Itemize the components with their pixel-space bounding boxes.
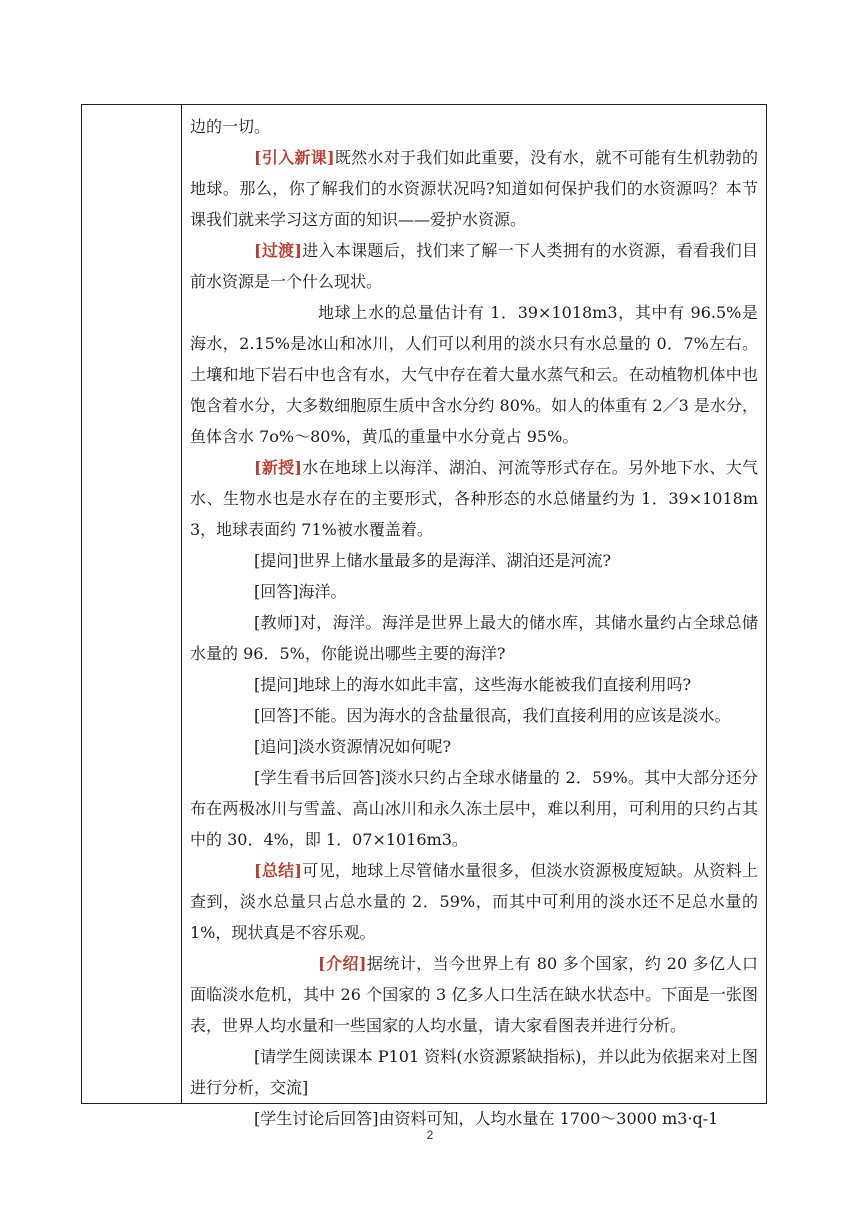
section-tag: [过渡] bbox=[254, 241, 302, 260]
paragraph-introduce: [介绍]据统计，当今世界上有 80 多个国家，约 20 多亿人口面临淡水危机，其中 26 个国家的 3 亿多人口生活在缺水状态中。下面是一张图表，世界人均水量和一些国家的人均水量，请大家看图表并进行分析。 bbox=[190, 954, 758, 1035]
paragraph-water-total: 地球上水的总量估计有 1．39×1018m3，其中有 96.5%是海水，2.15%是冰山和冰川，人们可以利用的淡水只有水总量的 0．7%左右。土壤和地下岩石中也含有水，大气中存在着大量水蒸气和云。在动植物机体中也饱含着水分，大多数细胞原生质中含水分约 80%。如人的体重有 2／3 是水分，鱼体含水 7o%～80%，黄瓜的重量中水分竟占 95%。 bbox=[190, 303, 758, 446]
paragraph-introduction: [引入新课]既然水对于我们如此重要，没有水，就不可能有生机勃勃的地球。那么，你了解我们的水资源状况吗?知道如何保护我们的水资源吗？本节课我们就来学习这方面的知识——爱护水资源。 bbox=[190, 148, 758, 229]
paragraph-summary: [总结]可见，地球上尽管储水量很多，但淡水资源极度短缺。从资料上查到，淡水总量只占总水量的 2．59%，而其中可利用的淡水还不足总水量的 1%，现状真是不容乐观。 bbox=[190, 861, 758, 942]
paragraph-new-lesson: [新授]水在地球上以海洋、湖泊、河流等形式存在。另外地下水、大气水、生物水也是水存在的主要形式，各种形态的水总储量约为 1．39×1018m3，地球表面约 71%被水覆盖着。 bbox=[190, 458, 758, 539]
paragraph-teacher: [教师]对，海洋。海洋是世界上最大的储水库，其储水量约占全球总储水量的 96．5%，你能说出哪些主要的海洋? bbox=[190, 613, 758, 663]
paragraph-question: [提问]世界上储水量最多的是海洋、湖泊还是河流? bbox=[254, 551, 612, 570]
section-tag: [引入新课] bbox=[254, 148, 335, 167]
paragraph-reading: [请学生阅读课本 P101 资料(水资源紧缺指标)，并以此为依据来对上图进行分析，交流] bbox=[190, 1047, 758, 1097]
paragraph-continuation: 边的一切。 bbox=[190, 117, 271, 136]
lesson-table bbox=[81, 104, 767, 1128]
left-label-cell bbox=[82, 105, 182, 1103]
paragraph-answer: [回答]不能。因为海水的含盐量很高，我们直接利用的应该是淡水。 bbox=[254, 706, 731, 725]
paragraph-discussion: [学生讨论后回答]由资料可知，人均水量在 1700～3000 m3·q-1 bbox=[254, 1109, 719, 1128]
paragraph-student-answer: [学生看书后回答]淡水只约占全球水储量的 2．59%。其中大部分还分布在两极冰川与雪盖、高山冰川和永久冻土层中，难以利用，可利用的只约占其中的 30．4%，即 1．07×1016m3。 bbox=[190, 768, 758, 849]
paragraph-question: [提问]地球上的海水如此丰富，这些海水能被我们直接利用吗? bbox=[254, 675, 692, 694]
paragraph-transition: [过渡]进入本课题后，找们来了解一下人类拥有的水资源，看看我们目前水资源是一个什么现状。 bbox=[190, 241, 758, 291]
page-number: 2 bbox=[426, 1128, 434, 1142]
section-tag: [介绍] bbox=[318, 954, 367, 973]
paragraph-answer: [回答]海洋。 bbox=[254, 582, 347, 601]
lesson-content-cell bbox=[182, 105, 766, 1128]
section-tag: [新授] bbox=[254, 458, 302, 477]
paragraph-follow-up: [追问]淡水资源情况如何呢? bbox=[254, 737, 452, 756]
section-tag: [总结] bbox=[254, 861, 302, 880]
